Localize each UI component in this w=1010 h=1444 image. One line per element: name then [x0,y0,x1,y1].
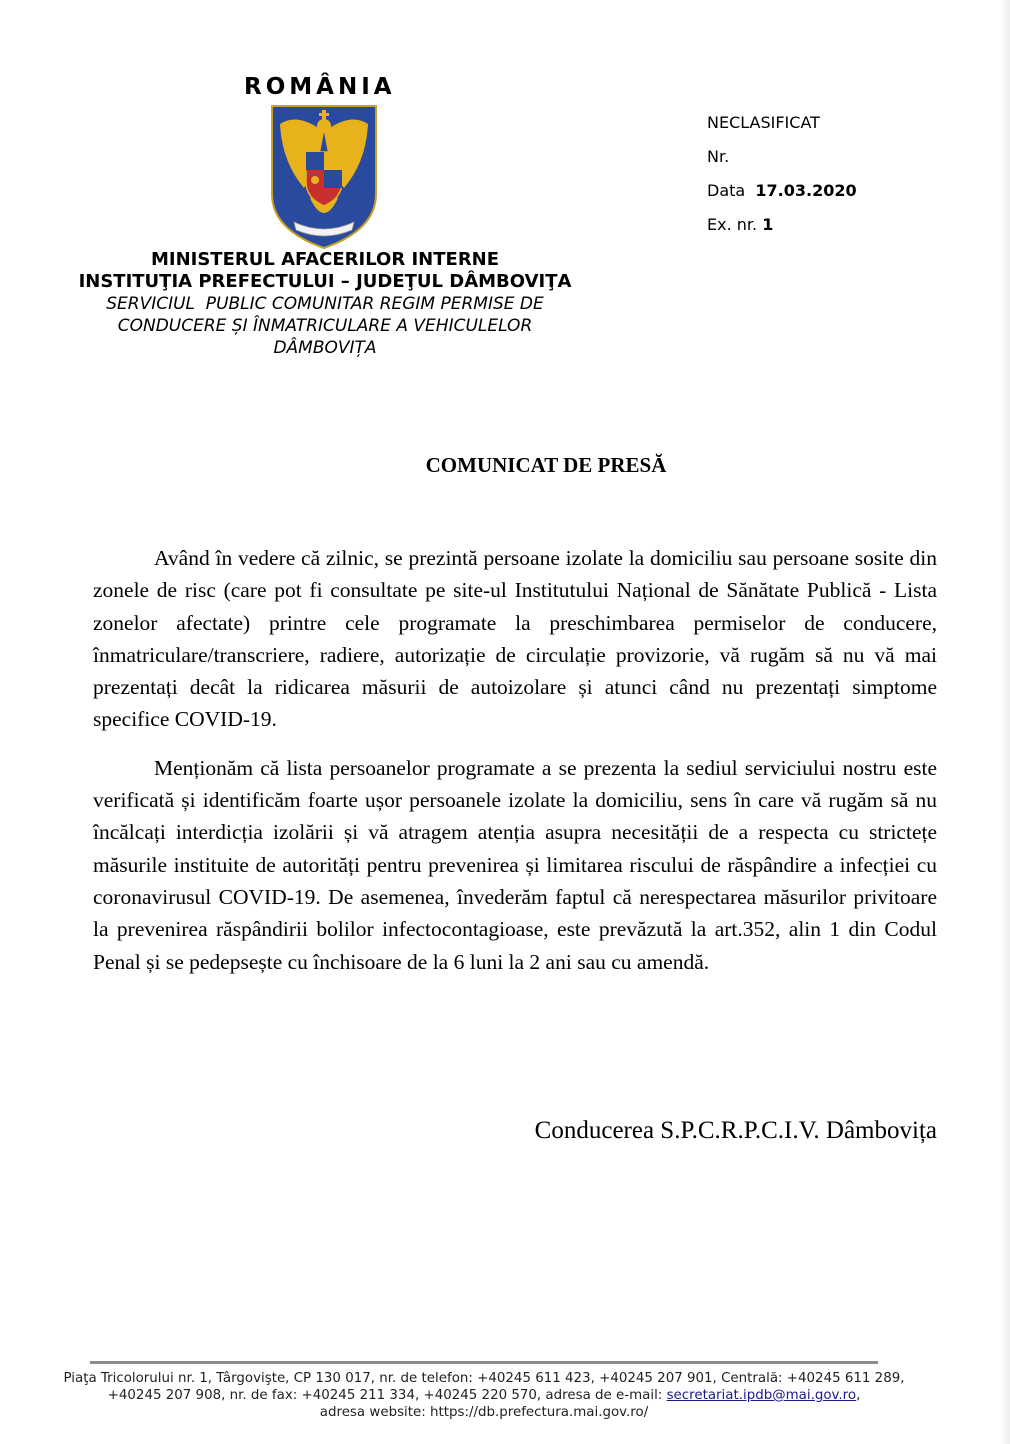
footer-divider [90,1361,878,1364]
copy-number [707,208,857,242]
footer-fax-text: +40245 207 908, nr. de fax: +40245 211 334, +40245 220 570, adresa de e-mail: [107,1388,667,1403]
institution-name: INSTITUŢIA PREFECTULUI – JUDEŢUL DÂMBOVIŢA [78,271,572,292]
service-block [40,293,610,359]
document-body [93,542,937,994]
date-label: Data [707,181,746,200]
footer [0,1370,968,1421]
footer-website-line: adresa website: https://db.prefectura.mai.gov.ro/ [319,1405,649,1420]
classification: NECLASIFICAT [707,113,820,132]
footer-contact-line [0,1387,968,1404]
ministry-name: MINISTERUL AFACERILOR INTERNE [150,249,500,270]
service-line-1: SERVICIUL PUBLIC COMUNITAR REGIM PERMISE DE [106,294,544,314]
page-edge-shadow [1000,0,1010,1444]
document-meta [707,106,857,242]
ex-value: 1 [762,215,774,234]
body-paragraph: Având în vedere că zilnic, se prezintă persoane izolate la domiciliu sau persoane sosite din zonele de risc (care pot fi consultate pe site-ul Institutului Național de Sănătate Publică - Lista zonelor afectate) printre cele programate la preschimbarea permiselor de conducere, înmatriculare/transcriere, radiere, autorizație de circulație provizorie, vă rugăm să nu vă mai prezentați decât la ridicarea măsurii de autoizolare și atunci când nu prezentați simptome specifice COVID-19. [93,546,937,732]
document-date [707,174,857,208]
footer-email-link[interactable]: secretariat.ipdb@mai.gov.ro [666,1388,857,1403]
body-paragraph: Menționăm că lista persoanelor programate a se prezenta la sediul serviciului nostru este verificată și identificăm foarte ușor persoanele izolate la domiciliu, sens în care vă rugăm să nu încălcați interdicția izolării și vă atragem atenția asupra necesității de a respecta cu strictețe măsurile instituite de autorități pentru prevenirea și limitarea riscului de răspândire a infecției cu coronavirusul COVID-19. De asemenea, învederăm faptul că nerespectarea măsurilor privitoare la prevenirea răspândirii bolilor infectocontagioase, este prevăzută la art.352, alin 1 din Codul Penal și se pedepsește cu închisoare de la 6 luni la 2 ani sau cu amendă. [93,755,937,974]
country-heading: ROMÂNIA [244,74,396,100]
ex-label: Ex. nr. [707,215,758,234]
date-value: 17.03.2020 [755,181,857,200]
service-line-2: CONDUCERE ȘI ÎNMATRICULARE A VEHICULELOR [117,316,533,336]
document-title: COMUNICAT DE PRESĂ [425,453,667,477]
ministry-block [40,249,610,293]
footer-comma: , [856,1388,861,1403]
signature: Conducerea S.P.C.R.P.C.I.V. Dâmbovița [534,1117,937,1144]
footer-address-line: Piaţa Tricolorului nr. 1, Târgovişte, CP 130 017, nr. de telefon: +40245 611 423, +40245 207 901, Centrală: +40245 611 289, [63,1371,905,1386]
coat-of-arms-icon [268,102,380,250]
registration-number [707,140,857,174]
nr-label: Nr. [707,147,730,166]
service-line-3: DÂMBOVIȚA [273,338,377,358]
